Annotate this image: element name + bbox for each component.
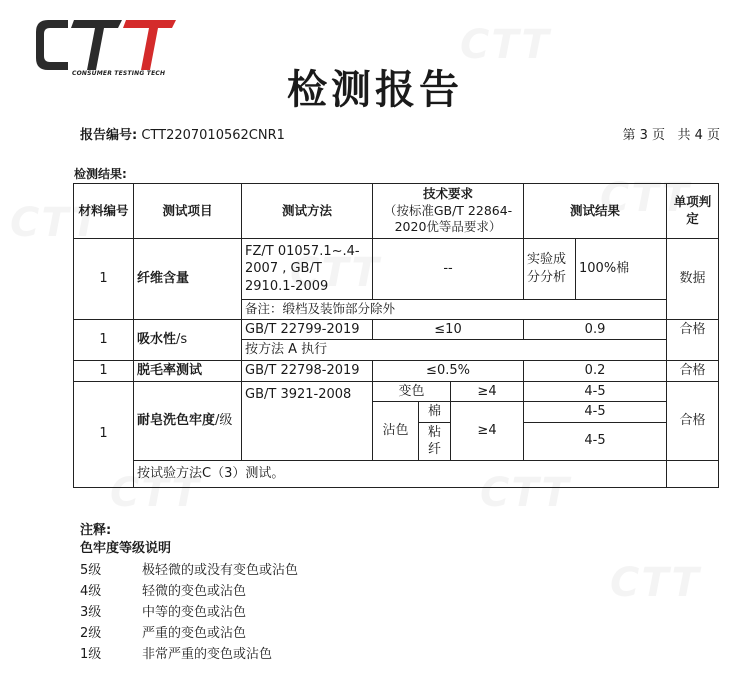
row-note: 按试验方法C（3）测试。 [134,460,667,487]
test-item-unit: /级 [215,412,233,428]
grade-desc: 极轻微的或没有变色或沾色 [142,563,299,578]
result-label: 实验成分分析 [524,239,576,300]
logo-tagline: CONSUMER TESTING TECH [72,70,166,77]
test-result: 0.9 [524,319,667,340]
color-change-requirement: ≥4 [451,381,524,402]
test-method: GB/T 22799-2019 [242,319,373,340]
table-row [74,319,719,340]
test-method: GB/T 22798-2019 [242,360,373,381]
test-item-unit: /s [176,332,188,348]
header-test-item: 测试项目 [134,184,242,239]
material-no: 1 [74,360,134,381]
grade-level: 2级 [80,626,102,641]
judgement: 合格 [667,319,719,360]
judgement: 合格 [667,360,719,381]
grade-row [80,560,298,581]
grade-row [80,602,298,623]
header-test-method: 测试方法 [242,184,373,239]
results-table [73,183,719,488]
grade-row [80,581,298,602]
page-total: 共 4 页 [677,128,720,143]
watermark [610,560,701,606]
grade-desc: 非常严重的变色或沾色 [142,647,273,662]
judgement: 合格 [667,381,719,460]
header-requirement-title: 技术要求 [423,185,474,201]
grade-row [80,644,298,665]
empty-cell [667,460,719,487]
requirement: -- [373,239,524,300]
requirement: ≤10 [373,319,524,340]
judgement: 数据 [667,239,719,320]
grade-level: 3级 [80,605,102,620]
table-row [74,381,719,402]
staining-viscose-result: 4-5 [524,422,667,460]
table-row [74,239,719,300]
table-row-note [74,460,719,487]
grade-desc: 严重的变色或沾色 [142,626,247,641]
notes-section [80,520,298,665]
row-note: 按方法 A 执行 [242,340,667,361]
staining-label: 沾色 [373,402,419,461]
test-method: GB/T 3921-2008 [242,381,373,460]
header-judgement: 单项判定 [667,184,719,239]
report-number-label: 报告编号: [80,128,138,143]
report-number-value: CTT2207010562CNR1 [141,128,285,143]
material-no: 1 [74,319,134,360]
row-note: 备注：缎档及装饰部分除外 [242,300,667,320]
color-change-result: 4-5 [524,381,667,402]
grade-level: 4级 [80,584,102,599]
test-item: 脱毛率测试 [134,360,242,381]
material-no: 1 [74,239,134,320]
staining-cotton-label: 棉 [419,402,451,423]
grade-desc: 中等的变色或沾色 [142,605,247,620]
header-material-no: 材料编号 [74,184,134,239]
test-item [134,319,242,360]
color-change-label: 变色 [373,381,451,402]
report-number [80,124,285,143]
test-result: 100%棉 [576,239,667,300]
staining-requirement: ≥4 [451,402,524,461]
grade-level: 1级 [80,647,102,662]
table-row [74,360,719,381]
test-method: FZ/T 01057.1~.4-2007 , GB/T 2910.1-2009 [242,239,373,300]
material-no: 1 [74,381,134,487]
staining-viscose-label: 粘纤 [419,422,451,460]
requirement: ≤0.5% [373,360,524,381]
page-title: 检测报告 [287,66,463,113]
header-requirement-sub: （按标准GB/T 22864-2020优等品要求） [383,202,513,235]
page-indicator [623,124,721,143]
test-result: 0.2 [524,360,667,381]
results-label: 检测结果: [74,167,127,181]
header-result: 测试结果 [524,184,667,239]
test-item [134,381,242,460]
test-item-name: 吸水性 [137,332,177,348]
staining-cotton-result: 4-5 [524,402,667,423]
test-item-name: 耐皂洗色牢度 [137,412,216,428]
grade-level: 5级 [80,563,102,578]
grade-row [80,623,298,644]
header-requirement [373,184,524,239]
test-item: 纤维含量 [134,239,242,320]
grade-desc: 轻微的变色或沾色 [142,584,247,599]
table-header-row [74,184,719,239]
notes-subtitle: 色牢度等级说明 [80,541,172,556]
notes-title: 注释: [80,523,112,538]
page-current: 第 3 页 [622,128,666,143]
